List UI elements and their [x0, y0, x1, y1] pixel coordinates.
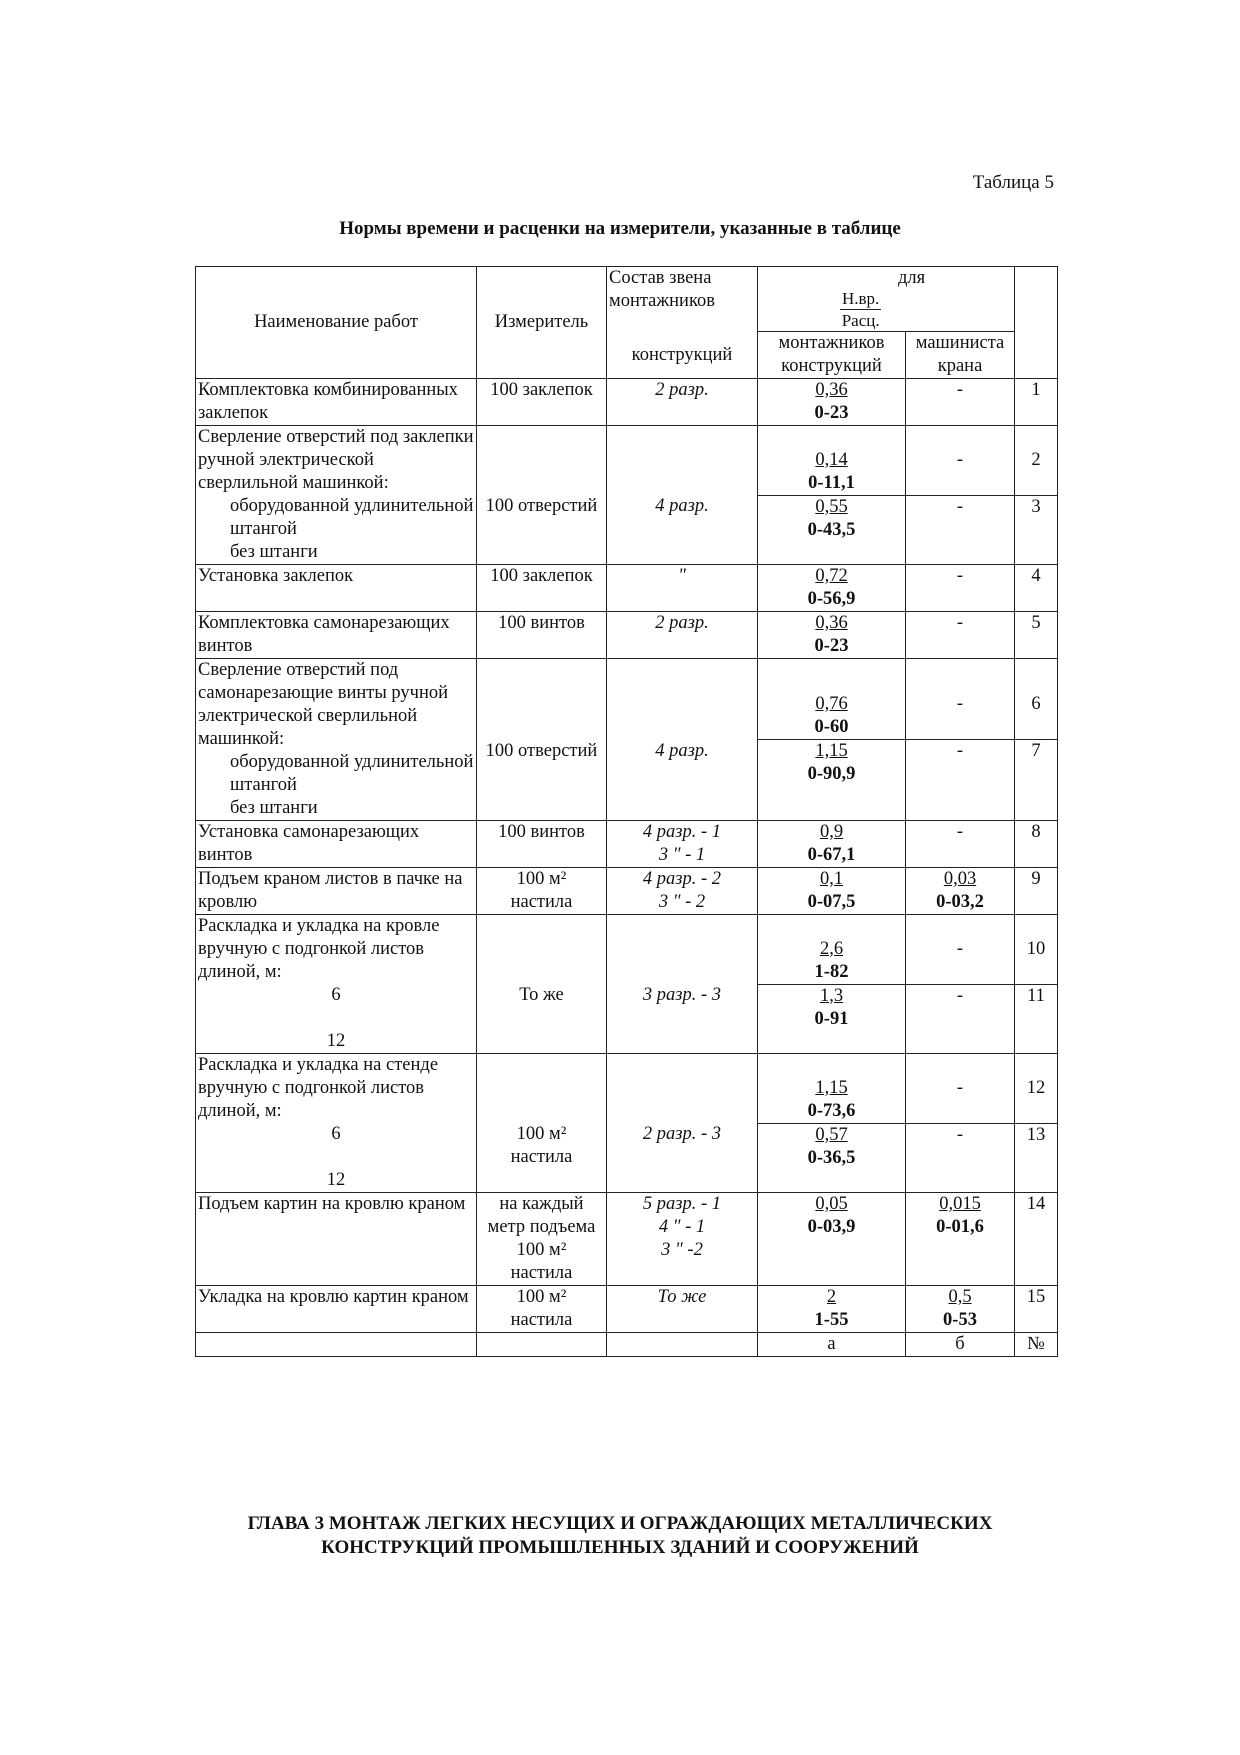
norm-time: 0,36 — [815, 613, 848, 633]
header-no — [1015, 267, 1058, 379]
rate: 0-91 — [814, 1008, 849, 1029]
row-name: Установка самонарезающих винтов — [196, 821, 477, 868]
rate: 0-03,2 — [936, 892, 984, 912]
row-crew — [607, 821, 758, 868]
row-a — [758, 868, 906, 915]
row-unit — [477, 1054, 607, 1124]
header-crane-line2: крана — [937, 356, 983, 376]
table-row — [196, 1286, 1058, 1333]
row-b-value: - — [956, 449, 964, 470]
row-name — [196, 1054, 477, 1193]
row-a — [758, 612, 906, 659]
table-row — [196, 1193, 1058, 1286]
row-crew — [607, 426, 758, 496]
header-crane-line1: машиниста — [915, 333, 1005, 353]
row-unit: 100 заклепок — [477, 565, 607, 612]
row-crew: 3 разр. - 3 — [607, 984, 758, 1054]
row-b: - — [906, 379, 1015, 426]
row-b — [906, 659, 1015, 740]
crew-line: 3 " - 1 — [658, 845, 706, 865]
rate: 0-07,5 — [807, 892, 856, 912]
row-no — [1015, 659, 1058, 740]
norm-time: 0,36 — [815, 380, 848, 400]
rate: 0-36,5 — [807, 1147, 856, 1168]
unit-line: 100 м² — [516, 1240, 567, 1260]
row-a — [758, 1054, 906, 1124]
row-unit: 100 заклепок — [477, 379, 607, 426]
row-name — [196, 659, 477, 821]
rate: 0-23 — [814, 636, 849, 656]
row-a — [758, 426, 906, 496]
row-unit — [477, 868, 607, 915]
group-heading: Раскладка и укладка на стенде вручную с подгонкой листов длиной, м: — [198, 1055, 439, 1121]
norm-time: 0,55 — [815, 496, 848, 517]
header-installers-line2: конструкций — [781, 356, 882, 376]
chapter-heading — [0, 1512, 1240, 1560]
norm-time: 0,9 — [819, 822, 844, 842]
row-unit — [477, 659, 607, 740]
header-for-label: для — [898, 268, 926, 288]
row-b — [906, 1193, 1015, 1286]
row-a — [758, 379, 906, 426]
row-no: 14 — [1015, 1193, 1058, 1286]
crew-line: 3 " - 2 — [658, 892, 706, 912]
unit-line: 100 м² — [516, 869, 567, 889]
rate: 0-60 — [814, 717, 849, 737]
row-crew: 4 разр. — [607, 740, 758, 821]
norm-time: 0,05 — [815, 1194, 848, 1214]
crew-line: 5 разр. - 1 — [642, 1194, 722, 1214]
unit-line: 100 м² — [516, 1124, 567, 1144]
rate: 1-55 — [814, 1310, 849, 1330]
row-no-value: 2 — [1031, 449, 1041, 470]
row-crew — [607, 915, 758, 985]
row-a — [758, 1123, 906, 1193]
row-subitem: оборудованной удлинительной штангой — [230, 496, 474, 539]
row-b: - — [906, 565, 1015, 612]
row-a — [758, 740, 906, 821]
norm-time: 2 — [826, 1287, 837, 1307]
row-crew — [607, 1054, 758, 1124]
row-a — [758, 821, 906, 868]
footer-empty — [196, 1333, 477, 1357]
norm-time: 0,76 — [815, 694, 848, 714]
row-no: 4 — [1015, 565, 1058, 612]
rate: 0-90,9 — [807, 764, 856, 784]
row-b — [906, 1054, 1015, 1124]
row-unit: 100 винтов — [477, 612, 607, 659]
rate: 0-73,6 — [807, 1100, 856, 1121]
header-nvr: Н.вр. — [842, 289, 880, 308]
header-installers-line1: монтажников — [778, 333, 885, 353]
unit-line: настила — [510, 1147, 573, 1167]
row-no-value: 10 — [1026, 938, 1046, 959]
row-a — [758, 1193, 906, 1286]
row-crew — [607, 1193, 758, 1286]
row-crew: 2 разр. — [607, 612, 758, 659]
row-no: 5 — [1015, 612, 1058, 659]
row-no: 8 — [1015, 821, 1058, 868]
group-heading: Сверление отверстий под заклепки ручной электрической сверлильной машинкой: — [198, 427, 474, 493]
row-unit — [477, 1123, 607, 1193]
row-unit: 100 винтов — [477, 821, 607, 868]
table-row — [196, 379, 1058, 426]
row-unit: 100 отверстий — [477, 740, 607, 821]
rate: 0-23 — [814, 403, 849, 423]
row-no: 3 — [1015, 495, 1058, 565]
row-unit — [477, 426, 607, 496]
unit-line: на каждый — [499, 1194, 584, 1214]
row-unit: То же — [477, 984, 607, 1054]
table-row — [196, 915, 1058, 985]
row-b — [906, 915, 1015, 985]
unit-line: 100 м² — [516, 1287, 567, 1307]
row-crew: То же — [607, 1286, 758, 1333]
norm-time: 2,6 — [819, 938, 844, 959]
crew-line: 4 " - 1 — [658, 1217, 706, 1237]
row-name: Комплектовка комбинированных заклепок — [196, 379, 477, 426]
row-crew: 4 разр. — [607, 495, 758, 565]
row-b — [906, 1286, 1015, 1333]
row-unit — [477, 915, 607, 985]
row-unit: 100 отверстий — [477, 495, 607, 565]
row-subitem: 12 — [326, 1170, 346, 1190]
table-row — [196, 426, 1058, 496]
norm-time: 0,03 — [943, 869, 977, 889]
row-b — [906, 426, 1015, 496]
table-row — [196, 868, 1058, 915]
crew-line: 4 разр. - 1 — [642, 822, 722, 842]
row-unit — [477, 1286, 607, 1333]
row-b-value: - — [956, 694, 964, 714]
row-name: Укладка на кровлю картин краном — [196, 1286, 477, 1333]
header-row — [196, 267, 1058, 332]
row-crew: " — [607, 565, 758, 612]
crew-line: 3 " -2 — [661, 1240, 703, 1260]
table-row — [196, 659, 1058, 740]
unit-line: настила — [510, 892, 573, 912]
footer-empty — [477, 1333, 607, 1357]
row-b: - — [906, 612, 1015, 659]
crew-line: 4 разр. - 2 — [642, 869, 722, 889]
row-name: Подъем краном листов в пачке на кровлю — [196, 868, 477, 915]
row-name: Подъем картин на кровлю краном — [196, 1193, 477, 1286]
norm-time: 0,5 — [948, 1287, 972, 1307]
header-unit: Измеритель — [477, 267, 607, 379]
header-for — [758, 267, 1015, 332]
table-row — [196, 565, 1058, 612]
row-no: 13 — [1015, 1123, 1058, 1193]
header-crew-line1: Состав звена — [609, 268, 712, 288]
row-no — [1015, 1054, 1058, 1124]
row-no-value: 6 — [1031, 694, 1041, 714]
row-subitem: 6 — [331, 1124, 341, 1144]
table-row — [196, 821, 1058, 868]
norm-time: 0,72 — [815, 566, 848, 586]
chapter-heading-line2: КОНСТРУКЦИЙ ПРОМЫШЛЕННЫХ ЗДАНИЙ И СООРУЖЕНИЙ — [321, 1537, 919, 1558]
rate: 1-82 — [814, 961, 849, 982]
norm-time: 1,3 — [819, 985, 844, 1006]
row-no: 15 — [1015, 1286, 1058, 1333]
norm-time: 0,015 — [939, 1194, 981, 1214]
row-a — [758, 495, 906, 565]
row-subitem: без штанги — [230, 798, 318, 818]
rate: 0-67,1 — [807, 845, 856, 865]
row-name: Комплектовка самонарезающих винтов — [196, 612, 477, 659]
norm-time: 1,15 — [815, 1077, 848, 1098]
group-heading: Сверление отверстий под самонарезающие винты ручной электрической сверлильной машинкой: — [198, 660, 449, 749]
row-crew: 2 разр. - 3 — [607, 1123, 758, 1193]
row-b — [906, 868, 1015, 915]
header-crew — [607, 267, 758, 379]
group-heading: Раскладка и укладка на кровле вручную с подгонкой листов длиной, м: — [198, 916, 440, 982]
row-no: 7 — [1015, 740, 1058, 821]
row-a — [758, 1286, 906, 1333]
header-name: Наименование работ — [196, 267, 477, 379]
table-caption: Таблица 5 — [972, 172, 1054, 193]
row-b-value: - — [956, 1077, 964, 1098]
footer-a: а — [758, 1333, 906, 1357]
footer-no: № — [1015, 1333, 1058, 1357]
row-unit — [477, 1193, 607, 1286]
norm-time: 1,15 — [815, 741, 848, 761]
chapter-heading-line1: ГЛАВА 3 МОНТАЖ ЛЕГКИХ НЕСУЩИХ И ОГРАЖДАЮЩИХ МЕТАЛЛИЧЕСКИХ — [247, 1513, 993, 1534]
footer-row — [196, 1333, 1058, 1357]
header-crew-line3: конструкций — [631, 345, 733, 365]
header-rasc: Расц. — [841, 311, 880, 330]
rate: 0-01,6 — [936, 1217, 984, 1237]
row-no — [1015, 426, 1058, 496]
row-b: - — [906, 740, 1015, 821]
row-crew — [607, 868, 758, 915]
rate: 0-43,5 — [807, 519, 856, 540]
row-name — [196, 915, 477, 1054]
footer-b: б — [906, 1333, 1015, 1357]
norm-time: 0,57 — [815, 1124, 848, 1145]
rate: 0-03,9 — [807, 1217, 856, 1237]
header-fraction — [840, 288, 881, 331]
unit-line: настила — [510, 1310, 573, 1330]
row-crew: 2 разр. — [607, 379, 758, 426]
row-b-value: - — [956, 938, 964, 959]
row-a — [758, 915, 906, 985]
norm-time: 0,14 — [815, 449, 848, 470]
row-b: - — [906, 495, 1015, 565]
header-installers — [758, 332, 906, 379]
row-a — [758, 659, 906, 740]
header-crew-line2: монтажников — [609, 291, 715, 311]
row-no-value: 12 — [1026, 1077, 1046, 1098]
table-row — [196, 612, 1058, 659]
norms-table — [195, 266, 1058, 1357]
row-subitem: 6 — [331, 985, 341, 1005]
rate: 0-56,9 — [807, 589, 856, 609]
table-row — [196, 1054, 1058, 1124]
row-b: - — [906, 1123, 1015, 1193]
row-no: 11 — [1015, 984, 1058, 1054]
row-subitem: оборудованной удлинительной штангой — [230, 752, 474, 795]
table-title: Нормы времени и расценки на измерители, указанные в таблице — [339, 218, 901, 239]
rate: 0-53 — [943, 1310, 977, 1330]
norm-time: 0,1 — [819, 869, 844, 889]
row-name: Установка заклепок — [196, 565, 477, 612]
row-subitem: без штанги — [230, 542, 318, 562]
row-b: - — [906, 984, 1015, 1054]
header-crane — [906, 332, 1015, 379]
footer-empty — [607, 1333, 758, 1357]
row-no: 1 — [1015, 379, 1058, 426]
row-a — [758, 565, 906, 612]
row-subitem: 12 — [326, 1031, 346, 1051]
unit-line: настила — [510, 1263, 573, 1283]
row-a — [758, 984, 906, 1054]
unit-line: метр подъема — [487, 1217, 596, 1237]
row-crew — [607, 659, 758, 740]
rate: 0-11,1 — [808, 472, 855, 493]
row-name — [196, 426, 477, 565]
row-b: - — [906, 821, 1015, 868]
row-no — [1015, 915, 1058, 985]
row-no: 9 — [1015, 868, 1058, 915]
